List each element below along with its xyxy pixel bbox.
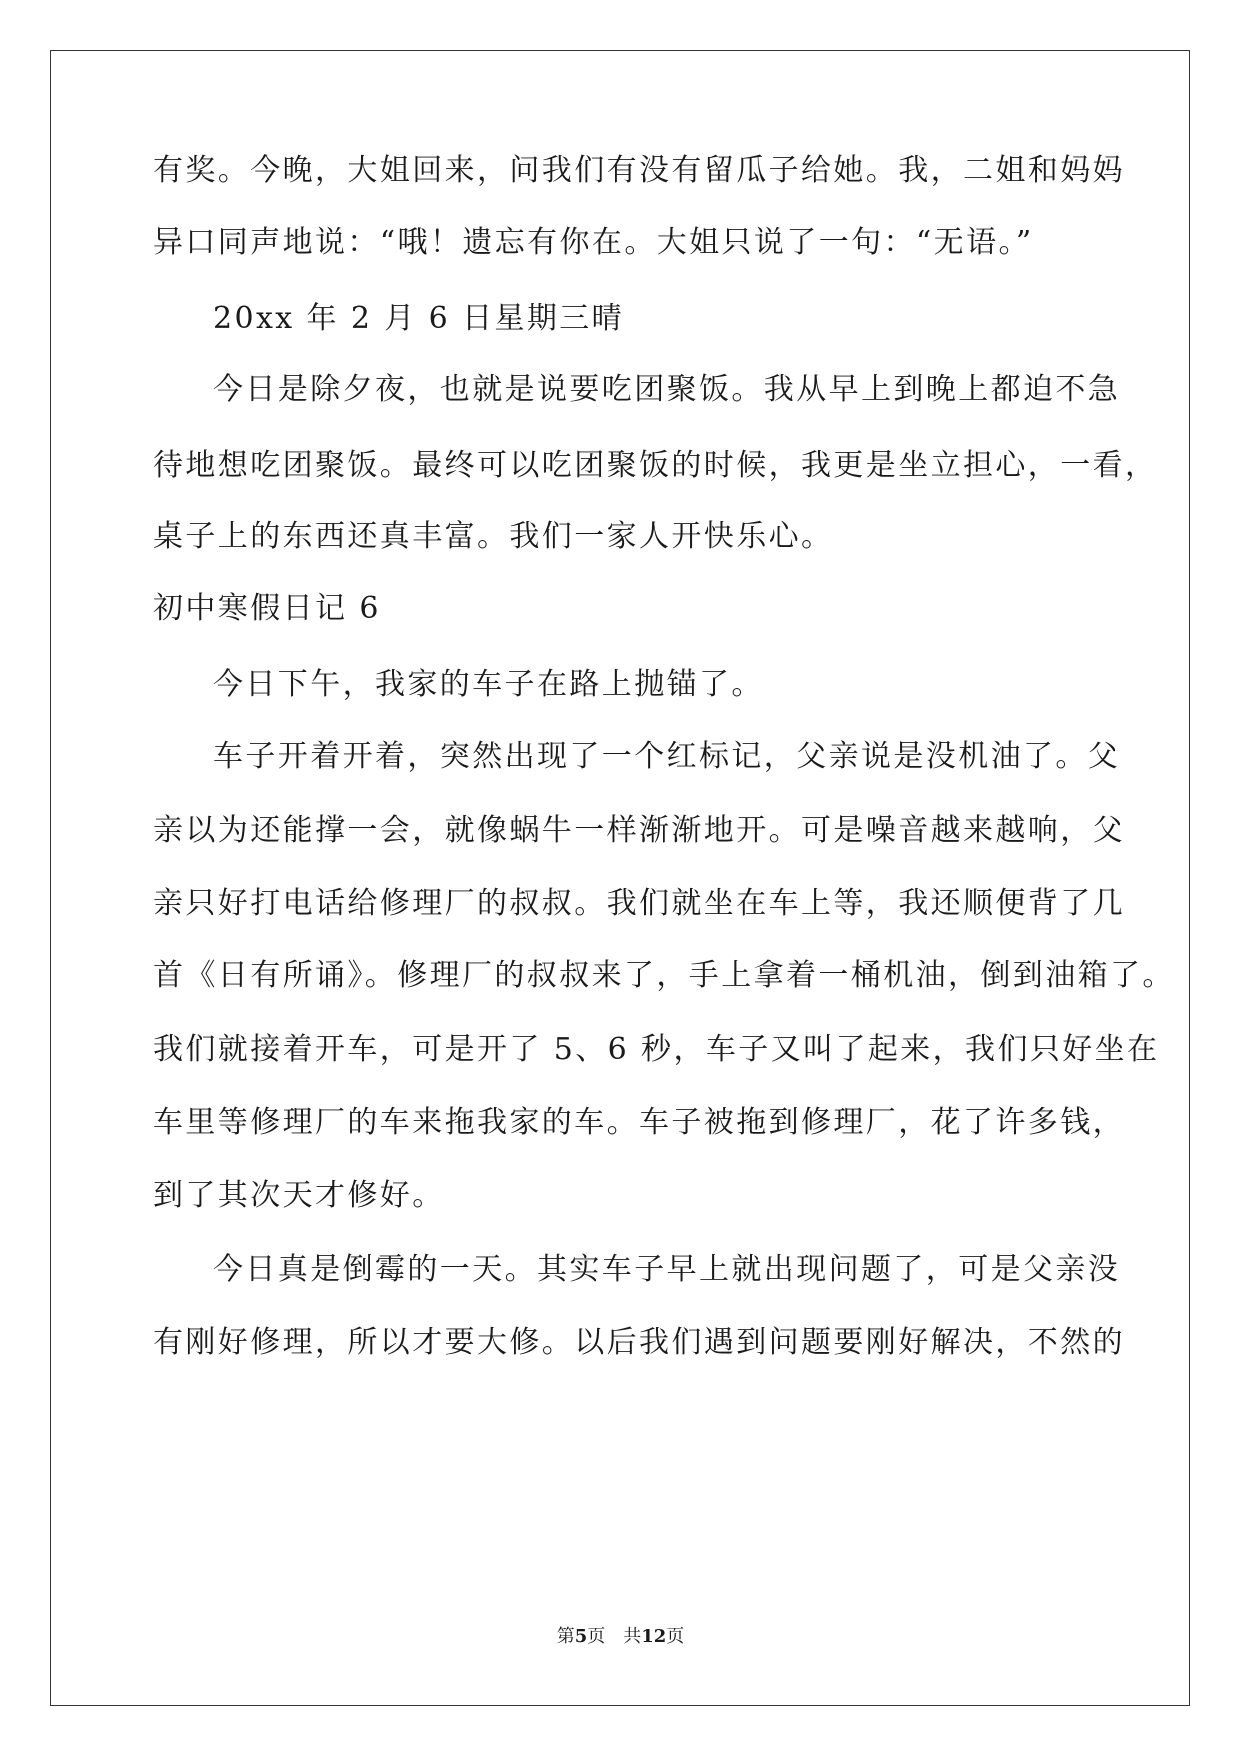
text-line: 到了其次天才修好。 bbox=[153, 1178, 445, 1213]
current-page-number: 5 bbox=[574, 1626, 588, 1647]
text-line: 有刚好修理，所以才要大修。以后我们遇到问题要刚好解决，不然的 bbox=[153, 1325, 1125, 1360]
total-page-count: 12 bbox=[641, 1626, 667, 1647]
text-line: 车里等修理厂的车来拖我家的车。车子被拖到修理厂，花了许多钱， bbox=[153, 1105, 1125, 1140]
total-pages-prefix: 共 bbox=[623, 1626, 642, 1647]
text-line: 桌子上的东西还真丰富。我们一家人开快乐心。 bbox=[153, 519, 834, 554]
page-footer bbox=[0, 1626, 1241, 1648]
text-line: 待地想吃团聚饭。最终可以吃团聚饭的时候，我更是坐立担心，一看， bbox=[153, 448, 1158, 483]
text-line: 亲以为还能撑一会，就像蜗牛一样渐渐地开。可是噪音越来越响，父 bbox=[153, 813, 1125, 848]
page-border bbox=[50, 50, 1190, 1706]
page-number-prefix: 第 bbox=[556, 1626, 575, 1647]
paragraph-start: 今日下午，我家的车子在路上抛锚了。 bbox=[213, 667, 764, 702]
paragraph-start: 今日是除夕夜，也就是说要吃团聚饭。我从早上到晚上都迫不急 bbox=[213, 372, 1121, 407]
text-line: 异口同声地说：“哦！遗忘有你在。大姐只说了一句：“无语。” bbox=[153, 225, 1034, 260]
text-line: 我们就接着开车，可是开了 5、6 秒，车子又叫了起来，我们只好坐在 bbox=[153, 1032, 1160, 1067]
text-line: 有奖。今晚，大姐回来，问我们有没有留瓜子给她。我，二姐和妈妈 bbox=[153, 153, 1125, 188]
date-line: 20xx 年 2 月 6 日星期三晴 bbox=[213, 301, 625, 336]
text-line: 首《日有所诵》。修理厂的叔叔来了，手上拿着一桶机油，倒到油箱了。 bbox=[153, 958, 1175, 993]
paragraph-start: 车子开着开着，突然出现了一个红标记，父亲说是没机油了。父 bbox=[213, 739, 1121, 774]
text-line: 亲只好打电话给修理厂的叔叔。我们就坐在车上等，我还顺便背了几 bbox=[153, 886, 1125, 921]
paragraph-start: 今日真是倒霉的一天。其实车子早上就出现问题了，可是父亲没 bbox=[213, 1252, 1121, 1287]
page-number-suffix: 页 bbox=[587, 1626, 606, 1647]
section-title: 初中寒假日记 6 bbox=[153, 591, 381, 626]
total-pages-suffix: 页 bbox=[666, 1626, 685, 1647]
